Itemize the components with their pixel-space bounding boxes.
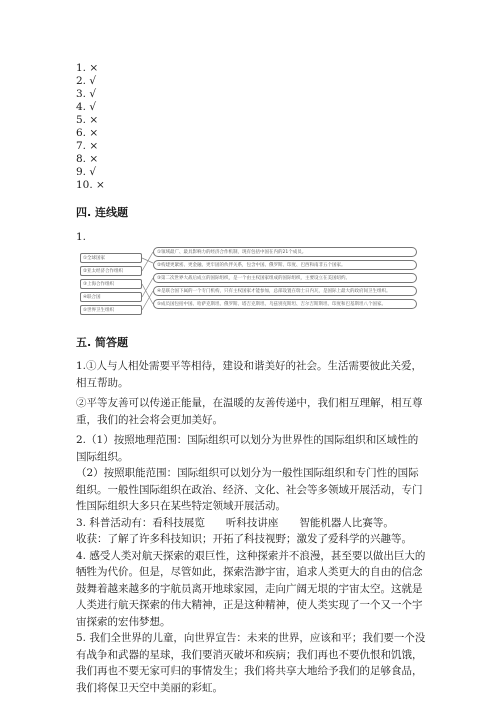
matching-right-item: ②构建更紧密、更金融、更牢固的伙伴关系，包含中国、俄罗斯、印度、巴西和南非五个国家。	[153, 260, 417, 270]
answer-paragraph	[76, 358, 428, 696]
answer-2-part-2: （2）按照职能范围：国际组织可以划分为一般性国际组织和专门性的国际组织。一般性国际组织在政治、经济、文化、社会等多领域开展活动，专门性国际组织大多只在某些特定领域开展活动。	[76, 467, 423, 512]
matching-right-item: ③第二次世界大战后成立的国际组织，是一个由主权国家组成的国际组织，主要设立在美国纽约。	[153, 273, 417, 283]
answer-item: 8. ×	[76, 153, 99, 165]
question-number: 1.	[76, 231, 87, 243]
matching-left-item: ⑤世界卫生组织	[80, 305, 142, 315]
matching-left-item: ①全球国家	[80, 253, 142, 263]
section-heading-matching: 四. 连线题	[76, 206, 129, 219]
answer-item: 6. ×	[76, 127, 99, 139]
answer-item: 2. √	[76, 75, 97, 87]
answer-item: 7. ×	[76, 140, 99, 152]
answer-5: 5. 我们全世界的儿童，向世界宣告：未来的世界，应该和平；我们要一个没有战争和武器的星球，我们要消灭破坏和疾病；我们再也不要仇恨和饥饿，我们再也不要无家可归的事情发生；我们将共享大地给予我们的足够食品，我们将保卫天空中美丽的彩虹。	[76, 632, 426, 694]
answer-item: 9. √	[76, 166, 97, 178]
matching-right-item: ①领域最广、最具影响力的经济合作机制，现有包括中国在内的21个成员。	[153, 247, 417, 257]
answer-item: 10. ×	[76, 179, 105, 191]
answer-item: 4. √	[76, 101, 97, 113]
answer-item: 1. ×	[76, 62, 99, 74]
answer-1-part-1: 1.①人与人相处需要平等相待，建设和谐美好的社会。生活需要彼此关爱，相互帮助。	[76, 360, 423, 389]
matching-left-item: ③上海合作组织	[80, 279, 142, 289]
matching-right-item: ⑤成员国包括中国、哈萨克斯坦、俄罗斯、塔吉克斯坦、乌兹别克斯坦、吉尔吉斯斯坦、印度和巴基斯坦八个国家。	[153, 299, 417, 309]
section-heading-short-answer: 五. 简答题	[76, 336, 129, 349]
answer-1-part-2: ②平等友善可以传递正能量，在温暖的友善传递中，我们相互理解，相互尊重，我们的社会将会更加美好。	[76, 397, 423, 426]
matching-left-item: ②亚太经济合作组织	[80, 266, 142, 276]
matching-right-item: ④是联合国下属的一个专门机构，只有主权国家才能参加，总部设置在瑞士日内瓦，是国际上最大的政府间卫生组织。	[153, 286, 417, 296]
answer-3-activities: 3. 科普活动有：看科技展览 听科技讲座 智能机器人比赛等。	[76, 516, 394, 529]
answer-item: 3. √	[76, 88, 97, 100]
answer-2-part-1: 2.（1）按照地理范围：国际组织可以划分为世界性的国际组织和区域性的国际组织。	[76, 434, 419, 463]
matching-left-item: ④联合国	[80, 292, 142, 302]
answer-4: 4. 感受人类对航天探索的艰巨性，这种探索并不浪漫，甚至要以做出巨大的牺牲为代价。但是，尽管如此，探索浩渺宇宙，追求人类更大的自由的信念鼓舞着越来越多的宇航员离开地球家园，走向广阔无垠的宇宙太空。这就是人类进行航天探索的伟大精神，正是这种精神，使人类实现了一个又一个宇宙探索的宏伟梦想。	[76, 549, 426, 628]
matching-diagram	[80, 250, 420, 320]
answer-3-gains: 收获：了解了许多科技知识；开拓了科技视野；激发了爱科学的兴趣等。	[76, 533, 412, 545]
answer-item: 5. ×	[76, 114, 99, 126]
